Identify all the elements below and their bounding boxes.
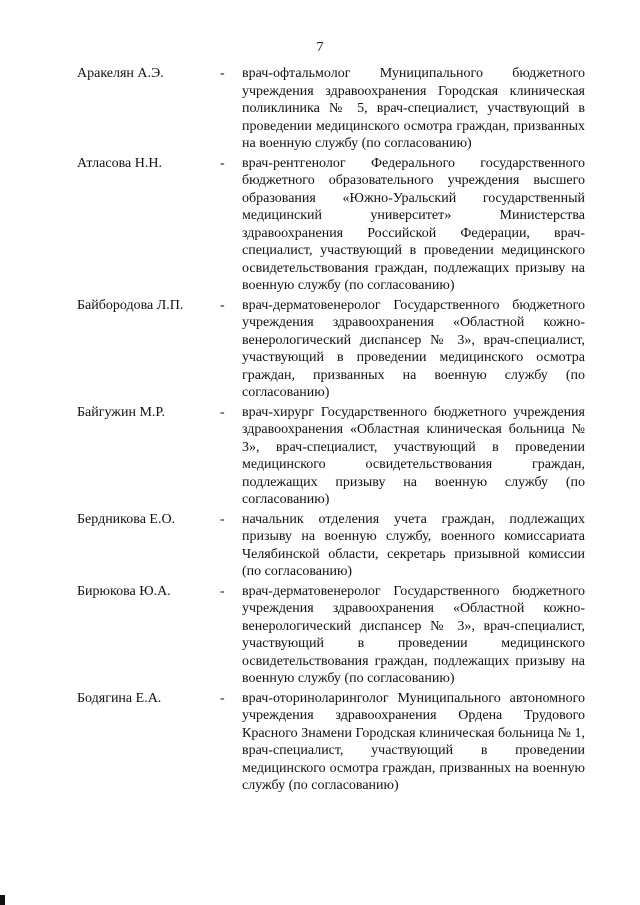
- member-description: начальник отделения учета граждан, подлежащих призыву на военную службу, военного комиссариата Челябинской области, секретарь призывной комиссии (по согласованию): [242, 511, 585, 579]
- member-name: Атласова Н.Н.: [77, 155, 162, 171]
- member-name: Байгужин М.Р.: [77, 404, 165, 420]
- roster-entry: [0, 297, 640, 404]
- member-name: Байбородова Л.П.: [77, 297, 184, 313]
- member-description: врач-рентгенолог Федерального государственного бюджетного образовательного учреждения высшего образования «Южно-Уральский государственный медицинский университет» Министерства здравоохранения Российской Федерации, врач-специалист, участвующий в проведении медицинского освидетельствования граждан, подлежащих призыву на военную службу (по согласованию): [242, 155, 585, 293]
- separator-dash: -: [220, 66, 225, 81]
- member-name: Бердникова Е.О.: [77, 511, 176, 527]
- member-name: Бодягина Е.А.: [77, 690, 162, 706]
- roster-entry: [0, 511, 640, 583]
- roster-entry: [0, 65, 640, 155]
- member-description: врач-дерматовенеролог Государственного бюджетного учреждения здравоохранения «Областной кожно-венерологический диспансер № 3», врач-специалист, участвующий в проведении медицинского освидетельствования граждан, подлежащих призыву на военную службу (по согласованию): [242, 583, 585, 686]
- member-description: врач-оториноларинголог Муниципального автономного учреждения здравоохранения Ордена Трудового Красного Знамени Городская клиническая больница № 1, врач-специалист, участвующий в проведении медицинского осмотра граждан, призванных на военную службу (по согласованию): [242, 690, 585, 793]
- separator-dash: -: [220, 297, 225, 313]
- member-description: врач-хирург Государственного бюджетного учреждения здравоохранения «Областная клиническая больница № 3», врач-специалист, участвующий в проведении медицинского освидетельствования граждан, подлежащих призыву на военную службу (по согласованию): [242, 404, 585, 507]
- scan-edge-mark: [0, 895, 5, 905]
- separator-dash: -: [220, 583, 225, 599]
- separator-dash: -: [220, 155, 225, 171]
- separator-dash: -: [220, 404, 225, 420]
- member-description: врач-дерматовенеролог Государственного бюджетного учреждения здравоохранения «Областной кожно-венерологический диспансер № 3», врач-специалист, участвующий в проведении медицинского осмотра граждан, призванных на военную службу (по согласованию): [242, 297, 585, 400]
- roster-entry: [0, 155, 640, 297]
- roster-entry: [0, 690, 640, 797]
- member-description: врач-офтальмолог Муниципального бюджетного учреждения здравоохранения Городская клиническая поликлиника № 5, врач-специалист, участвующий в проведении медицинского осмотра граждан, призванных на военную службу (по согласованию): [242, 66, 585, 151]
- commission-roster: [0, 65, 640, 797]
- separator-dash: -: [220, 511, 225, 527]
- page-number: 7: [316, 40, 324, 55]
- separator-dash: -: [220, 690, 225, 706]
- member-name: Бирюкова Ю.А.: [77, 583, 171, 599]
- roster-entry: [0, 404, 640, 511]
- roster-entry: [0, 583, 640, 690]
- member-name: Аракелян А.Э.: [77, 66, 164, 81]
